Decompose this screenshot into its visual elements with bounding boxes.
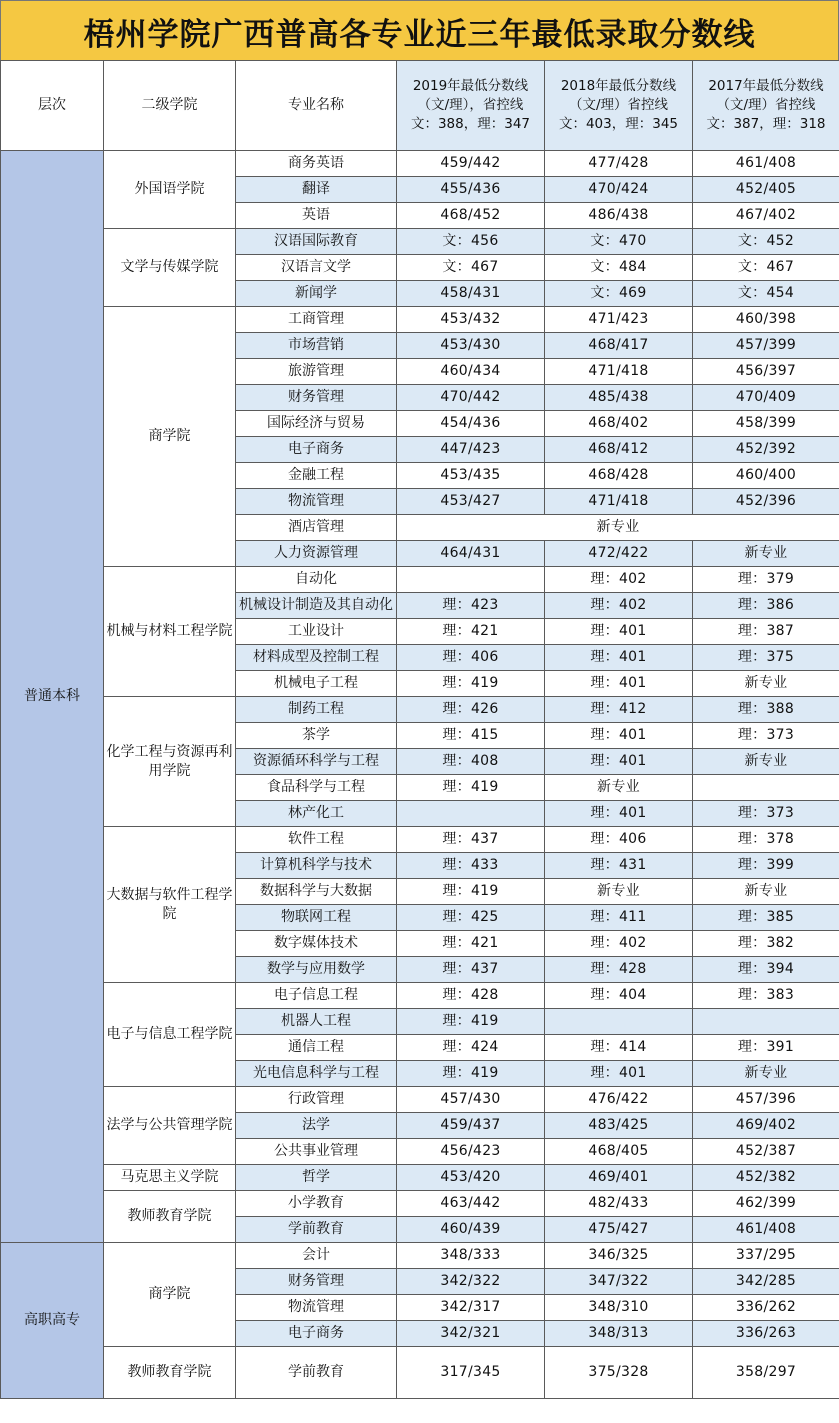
score-2017-cell: 理：387 <box>693 619 839 645</box>
major-cell: 哲学 <box>236 1165 397 1191</box>
score-2019-cell: 理：437 <box>397 957 545 983</box>
score-2017-cell: 新专业 <box>693 879 839 905</box>
score-2017-cell: 新专业 <box>693 1061 839 1087</box>
score-2017-cell: 理：388 <box>693 697 839 723</box>
score-2019-cell: 456/423 <box>397 1139 545 1165</box>
score-2018-cell: 理：401 <box>545 723 693 749</box>
score-2019-cell: 453/430 <box>397 333 545 359</box>
major-cell: 商务英语 <box>236 151 397 177</box>
table-row <box>1 1087 839 1113</box>
level-cell: 普通本科 <box>1 151 104 1243</box>
major-cell: 资源循环科学与工程 <box>236 749 397 775</box>
score-2019-cell: 理：425 <box>397 905 545 931</box>
table-row <box>1 697 839 723</box>
major-cell: 软件工程 <box>236 827 397 853</box>
score-2019-cell: 理：421 <box>397 931 545 957</box>
score-2019-cell: 460/439 <box>397 1217 545 1243</box>
score-merged-cell: 新专业 <box>397 515 839 541</box>
college-cell: 电子与信息工程学院 <box>104 983 236 1087</box>
score-2018-cell: 375/328 <box>545 1347 693 1399</box>
score-2018-cell: 理：412 <box>545 697 693 723</box>
score-2017-cell: 理：373 <box>693 723 839 749</box>
college-cell: 机械与材料工程学院 <box>104 567 236 697</box>
major-cell: 机械电子工程 <box>236 671 397 697</box>
score-2018-cell: 471/423 <box>545 307 693 333</box>
score-2019-cell: 457/430 <box>397 1087 545 1113</box>
score-2017-cell: 469/402 <box>693 1113 839 1139</box>
major-cell: 新闻学 <box>236 281 397 307</box>
score-2017-cell: 458/399 <box>693 411 839 437</box>
major-cell: 国际经济与贸易 <box>236 411 397 437</box>
score-2018-cell: 483/425 <box>545 1113 693 1139</box>
header-2018: 2018年最低分数线 （文/理）省控线 文：403，理：345 <box>545 61 693 151</box>
score-2017-cell: 460/398 <box>693 307 839 333</box>
score-2019-cell: 459/437 <box>397 1113 545 1139</box>
table-row <box>1 1243 839 1269</box>
score-2019-cell: 理：406 <box>397 645 545 671</box>
score-2019-cell: 447/423 <box>397 437 545 463</box>
score-2019-cell: 453/420 <box>397 1165 545 1191</box>
score-2019-cell: 453/427 <box>397 489 545 515</box>
score-2018-cell: 理：401 <box>545 619 693 645</box>
major-cell: 汉语言文学 <box>236 255 397 281</box>
major-cell: 英语 <box>236 203 397 229</box>
admission-score-table <box>0 60 839 1399</box>
score-2017-cell: 理：378 <box>693 827 839 853</box>
score-2017-cell <box>693 1009 839 1035</box>
table-header-row <box>1 61 839 151</box>
score-2018-cell: 468/402 <box>545 411 693 437</box>
score-2018-cell: 472/422 <box>545 541 693 567</box>
score-2018-cell: 471/418 <box>545 359 693 385</box>
score-2019-cell: 文：456 <box>397 229 545 255</box>
score-2018-cell: 新专业 <box>545 879 693 905</box>
score-2017-cell: 文：467 <box>693 255 839 281</box>
score-2017-cell: 理：399 <box>693 853 839 879</box>
score-2018-cell: 469/401 <box>545 1165 693 1191</box>
score-2018-cell: 468/428 <box>545 463 693 489</box>
score-2017-cell: 336/263 <box>693 1321 839 1347</box>
score-2018-cell: 468/405 <box>545 1139 693 1165</box>
score-2017-cell <box>693 775 839 801</box>
score-2017-cell: 470/409 <box>693 385 839 411</box>
major-cell: 电子商务 <box>236 1321 397 1347</box>
score-2018-cell: 348/310 <box>545 1295 693 1321</box>
major-cell: 金融工程 <box>236 463 397 489</box>
major-cell: 食品科学与工程 <box>236 775 397 801</box>
major-cell: 物流管理 <box>236 1295 397 1321</box>
score-2019-cell: 理：408 <box>397 749 545 775</box>
major-cell: 市场营销 <box>236 333 397 359</box>
score-2019-cell: 458/431 <box>397 281 545 307</box>
score-2017-cell: 452/405 <box>693 177 839 203</box>
score-2019-cell: 文：467 <box>397 255 545 281</box>
score-2018-cell: 482/433 <box>545 1191 693 1217</box>
score-2017-cell: 452/396 <box>693 489 839 515</box>
score-2019-cell: 理：421 <box>397 619 545 645</box>
major-cell: 材料成型及控制工程 <box>236 645 397 671</box>
major-cell: 法学 <box>236 1113 397 1139</box>
major-cell: 公共事业管理 <box>236 1139 397 1165</box>
score-2017-cell: 理：383 <box>693 983 839 1009</box>
score-2019-cell: 理：419 <box>397 1009 545 1035</box>
score-2018-cell: 理：404 <box>545 983 693 1009</box>
major-cell: 旅游管理 <box>236 359 397 385</box>
score-2017-cell: 457/396 <box>693 1087 839 1113</box>
college-cell: 马克思主义学院 <box>104 1165 236 1191</box>
major-cell: 茶学 <box>236 723 397 749</box>
score-2017-cell: 新专业 <box>693 749 839 775</box>
table-body <box>1 151 839 1399</box>
score-2019-cell: 理：426 <box>397 697 545 723</box>
major-cell: 机械设计制造及其自动化 <box>236 593 397 619</box>
score-2017-cell: 358/297 <box>693 1347 839 1399</box>
score-2019-cell: 342/321 <box>397 1321 545 1347</box>
score-2017-cell: 理：394 <box>693 957 839 983</box>
major-cell: 电子信息工程 <box>236 983 397 1009</box>
score-2019-cell: 348/333 <box>397 1243 545 1269</box>
table-row <box>1 1165 839 1191</box>
score-2018-cell: 理：401 <box>545 801 693 827</box>
score-2017-cell: 342/285 <box>693 1269 839 1295</box>
score-2019-cell: 342/317 <box>397 1295 545 1321</box>
major-cell: 会计 <box>236 1243 397 1269</box>
table-row <box>1 307 839 333</box>
score-2018-cell: 理：406 <box>545 827 693 853</box>
score-2019-cell: 317/345 <box>397 1347 545 1399</box>
college-cell: 化学工程与资源再利用学院 <box>104 697 236 827</box>
major-cell: 电子商务 <box>236 437 397 463</box>
major-cell: 机器人工程 <box>236 1009 397 1035</box>
header-level: 层次 <box>1 61 104 151</box>
score-2019-cell: 理：419 <box>397 775 545 801</box>
score-2018-cell: 理：402 <box>545 931 693 957</box>
score-2017-cell: 461/408 <box>693 1217 839 1243</box>
college-cell: 商学院 <box>104 307 236 567</box>
score-2018-cell: 理：401 <box>545 645 693 671</box>
score-2018-cell: 477/428 <box>545 151 693 177</box>
score-2017-cell: 理：386 <box>693 593 839 619</box>
college-cell: 文学与传媒学院 <box>104 229 236 307</box>
score-2018-cell: 468/417 <box>545 333 693 359</box>
score-2019-cell: 342/322 <box>397 1269 545 1295</box>
score-2017-cell: 337/295 <box>693 1243 839 1269</box>
level-cell: 高职高专 <box>1 1243 104 1399</box>
score-2017-cell: 462/399 <box>693 1191 839 1217</box>
college-cell: 商学院 <box>104 1243 236 1347</box>
score-2018-cell: 文：470 <box>545 229 693 255</box>
table-row <box>1 827 839 853</box>
score-2018-cell: 475/427 <box>545 1217 693 1243</box>
score-2019-cell <box>397 567 545 593</box>
major-cell: 行政管理 <box>236 1087 397 1113</box>
score-2019-cell: 459/442 <box>397 151 545 177</box>
score-2018-cell: 文：469 <box>545 281 693 307</box>
table-row <box>1 229 839 255</box>
table-row <box>1 1347 839 1399</box>
score-2018-cell: 理：431 <box>545 853 693 879</box>
major-cell: 酒店管理 <box>236 515 397 541</box>
score-2017-cell: 新专业 <box>693 541 839 567</box>
major-cell: 计算机科学与技术 <box>236 853 397 879</box>
score-2019-cell: 理：423 <box>397 593 545 619</box>
score-2019-cell: 468/452 <box>397 203 545 229</box>
score-2017-cell: 理：379 <box>693 567 839 593</box>
score-2019-cell: 理：428 <box>397 983 545 1009</box>
score-2019-cell: 理：437 <box>397 827 545 853</box>
score-2019-cell: 理：415 <box>397 723 545 749</box>
score-2019-cell: 455/436 <box>397 177 545 203</box>
major-cell: 林产化工 <box>236 801 397 827</box>
major-cell: 数据科学与大数据 <box>236 879 397 905</box>
major-cell: 物联网工程 <box>236 905 397 931</box>
major-cell: 数字媒体技术 <box>236 931 397 957</box>
score-2017-cell: 理：385 <box>693 905 839 931</box>
score-2017-cell: 467/402 <box>693 203 839 229</box>
score-2019-cell <box>397 801 545 827</box>
score-2019-cell: 470/442 <box>397 385 545 411</box>
score-2017-cell: 452/392 <box>693 437 839 463</box>
score-2018-cell: 理：411 <box>545 905 693 931</box>
score-2018-cell: 468/412 <box>545 437 693 463</box>
score-2017-cell: 理：375 <box>693 645 839 671</box>
score-2019-cell: 453/435 <box>397 463 545 489</box>
score-2017-cell: 文：452 <box>693 229 839 255</box>
score-2017-cell: 理：391 <box>693 1035 839 1061</box>
major-cell: 制药工程 <box>236 697 397 723</box>
score-2017-cell: 理：382 <box>693 931 839 957</box>
score-2019-cell: 理：419 <box>397 879 545 905</box>
score-2019-cell: 464/431 <box>397 541 545 567</box>
header-2017: 2017年最低分数线 （文/理）省控线 文：387，理：318 <box>693 61 839 151</box>
score-2018-cell: 文：484 <box>545 255 693 281</box>
score-2018-cell: 348/313 <box>545 1321 693 1347</box>
score-2017-cell: 336/262 <box>693 1295 839 1321</box>
major-cell: 工业设计 <box>236 619 397 645</box>
score-2018-cell: 347/322 <box>545 1269 693 1295</box>
major-cell: 光电信息科学与工程 <box>236 1061 397 1087</box>
table-row <box>1 1191 839 1217</box>
major-cell: 财务管理 <box>236 385 397 411</box>
table-row <box>1 151 839 177</box>
score-2017-cell: 456/397 <box>693 359 839 385</box>
major-cell: 汉语国际教育 <box>236 229 397 255</box>
major-cell: 工商管理 <box>236 307 397 333</box>
score-2017-cell: 452/382 <box>693 1165 839 1191</box>
score-2017-cell: 452/387 <box>693 1139 839 1165</box>
score-2019-cell: 理：424 <box>397 1035 545 1061</box>
score-2018-cell: 理：402 <box>545 593 693 619</box>
major-cell: 学前教育 <box>236 1217 397 1243</box>
major-cell: 通信工程 <box>236 1035 397 1061</box>
major-cell: 物流管理 <box>236 489 397 515</box>
score-2018-cell: 476/422 <box>545 1087 693 1113</box>
college-cell: 教师教育学院 <box>104 1347 236 1399</box>
score-2018-cell: 理：428 <box>545 957 693 983</box>
major-cell: 人力资源管理 <box>236 541 397 567</box>
score-2018-cell: 理：401 <box>545 671 693 697</box>
major-cell: 自动化 <box>236 567 397 593</box>
score-2017-cell: 457/399 <box>693 333 839 359</box>
header-major: 专业名称 <box>236 61 397 151</box>
score-2018-cell: 理：414 <box>545 1035 693 1061</box>
college-cell: 外国语学院 <box>104 151 236 229</box>
major-cell: 财务管理 <box>236 1269 397 1295</box>
score-2018-cell: 理：402 <box>545 567 693 593</box>
table-row <box>1 983 839 1009</box>
college-cell: 大数据与软件工程学院 <box>104 827 236 983</box>
score-2018-cell: 470/424 <box>545 177 693 203</box>
college-cell: 教师教育学院 <box>104 1191 236 1243</box>
score-2019-cell: 463/442 <box>397 1191 545 1217</box>
score-2018-cell: 485/438 <box>545 385 693 411</box>
score-2018-cell: 理：401 <box>545 749 693 775</box>
score-2018-cell <box>545 1009 693 1035</box>
major-cell: 小学教育 <box>236 1191 397 1217</box>
score-2017-cell: 460/400 <box>693 463 839 489</box>
score-2017-cell: 新专业 <box>693 671 839 697</box>
table-row <box>1 567 839 593</box>
score-2018-cell: 486/438 <box>545 203 693 229</box>
score-2017-cell: 理：373 <box>693 801 839 827</box>
major-cell: 数学与应用数学 <box>236 957 397 983</box>
score-2019-cell: 理：419 <box>397 1061 545 1087</box>
page-title: 梧州学院广西普高各专业近三年最低录取分数线 <box>0 0 839 62</box>
header-college: 二级学院 <box>104 61 236 151</box>
score-2018-cell: 346/325 <box>545 1243 693 1269</box>
score-2018-cell: 新专业 <box>545 775 693 801</box>
score-2019-cell: 454/436 <box>397 411 545 437</box>
header-2019: 2019年最低分数线 （文/理），省控线 文：388，理：347 <box>397 61 545 151</box>
college-cell: 法学与公共管理学院 <box>104 1087 236 1165</box>
score-2017-cell: 文：454 <box>693 281 839 307</box>
major-cell: 翻译 <box>236 177 397 203</box>
major-cell: 学前教育 <box>236 1347 397 1399</box>
score-2018-cell: 471/418 <box>545 489 693 515</box>
score-2017-cell: 461/408 <box>693 151 839 177</box>
score-2019-cell: 460/434 <box>397 359 545 385</box>
score-2018-cell: 理：401 <box>545 1061 693 1087</box>
score-2019-cell: 453/432 <box>397 307 545 333</box>
score-2019-cell: 理：433 <box>397 853 545 879</box>
score-2019-cell: 理：419 <box>397 671 545 697</box>
